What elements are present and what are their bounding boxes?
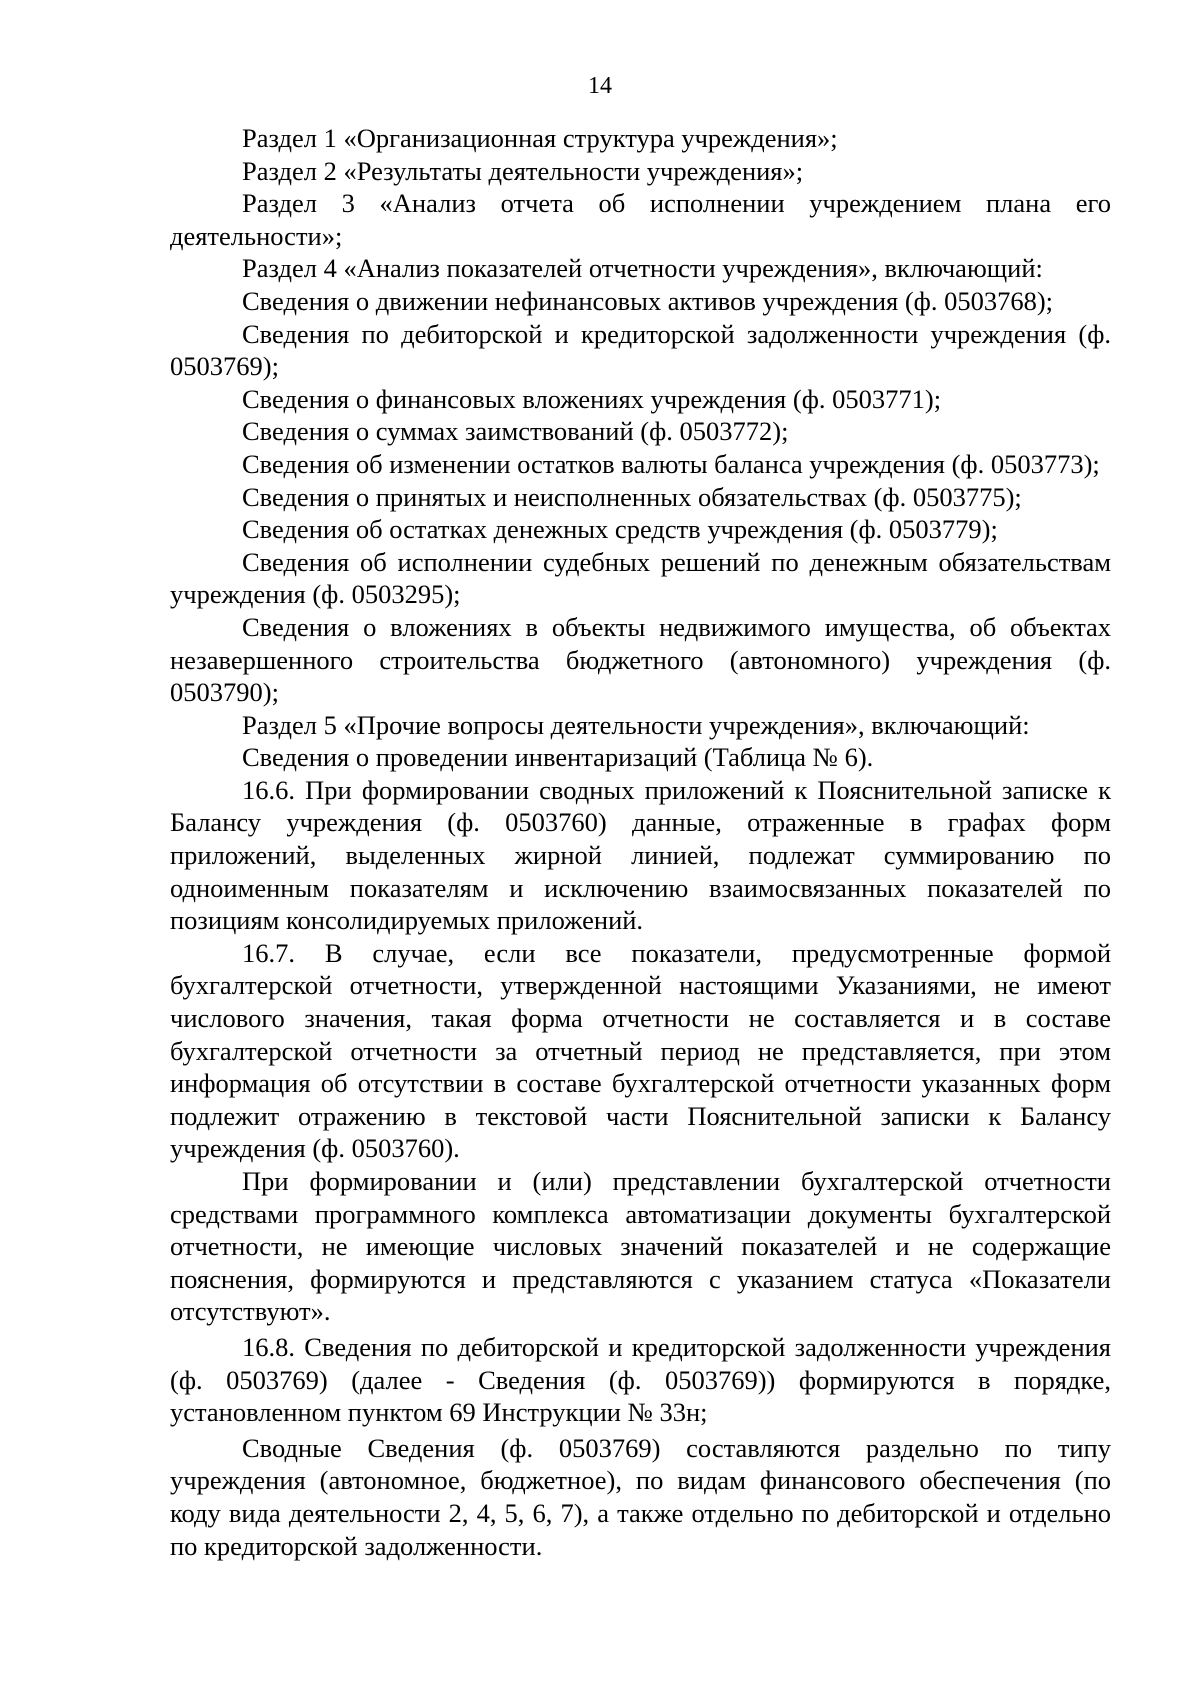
paragraph: Сведения о проведении инвентаризаций (Таблица № 6). xyxy=(242,742,874,773)
paragraph: 16.8. Сведения по дебиторской и кредиторской задолженности учреждения (ф. 0503769) (далее - Сведения (ф. 0503769)) формируются в порядке, установленном пунктом 69 Инструкции № 33н; xyxy=(170,1331,1111,1428)
paragraph: Раздел 2 «Результаты деятельности учреждения»; xyxy=(242,155,804,186)
paragraph: Сведения об изменении остатков валюты баланса учреждения (ф. 0503773); xyxy=(242,448,1100,479)
paragraph: Раздел 1 «Организационная структура учреждения»; xyxy=(242,123,838,153)
paragraph: Раздел 3 «Анализ отчета об исполнении учреждением плана его деятельности»; xyxy=(170,188,1111,251)
paragraph: Сведения о суммах заимствований (ф. 0503772); xyxy=(242,416,789,447)
paragraph: 16.6. При формировании сводных приложений к Пояснительной записке к Балансу учреждения (ф. 0503760) данные, отраженные в графах форм приложений, выделенных жирной линией, подлежат суммированию по одноименным показателям и исключению взаимосвязанных показателей по позициям консолидируемых приложений. xyxy=(170,774,1111,936)
paragraph: Сведения об исполнении судебных решений по денежным обязательствам учреждения (ф. 0503295); xyxy=(170,546,1111,610)
paragraph: Сведения об остатках денежных средств учреждения (ф. 0503779); xyxy=(242,514,998,545)
paragraph: Раздел 4 «Анализ показателей отчетности учреждения», включающий: xyxy=(242,253,1043,284)
paragraph: Сведения о принятых и неисполненных обязательствах (ф. 0503775); xyxy=(242,481,1022,512)
paragraph: Раздел 5 «Прочие вопросы деятельности учреждения», включающий: xyxy=(242,709,1030,740)
paragraph: Сведения о вложениях в объекты недвижимого имущества, об объектах незавершенного строительства бюджетного (автономного) учреждения (ф. 0503790); xyxy=(170,611,1111,708)
paragraph: Сведения о финансовых вложениях учреждения (ф. 0503771); xyxy=(242,383,942,414)
paragraph: 16.7. В случае, если все показатели, предусмотренные формой бухгалтерской отчетности, утвержденной настоящими Указаниями, не имеют числового значения, такая форма отчетности не составляется и в составе бухгалтерской отчетности за отчетный период не представляется, при этом информация об отсутствии в составе бухгалтерской отчетности указанных форм подлежит отражению в текстовой части Пояснительной записки к Балансу учреждения (ф. 0503760). xyxy=(170,937,1111,1164)
paragraph: При формировании и (или) представлении бухгалтерской отчетности средствами программного комплекса автоматизации документы бухгалтерской отчетности, не имеющие числовых значений показателей и не содержащие пояснения, формируются и представляются с указанием статуса «Показатели отсутствуют». xyxy=(170,1166,1111,1327)
page-number: 14 xyxy=(588,73,612,99)
paragraph: Сведения по дебиторской и кредиторской задолженности учреждения (ф. 0503769); xyxy=(170,318,1111,382)
paragraph: Сводные Сведения (ф. 0503769) составляются раздельно по типу учреждения (автономное, бюджетное), по видам финансового обеспечения (по коду вида деятельности 2, 4, 5, 6, 7), а также отдельно по дебиторской и отдельно по кредиторской задолженности. xyxy=(170,1432,1111,1561)
document-body xyxy=(170,122,1111,1562)
paragraph: Сведения о движении нефинансовых активов учреждения (ф. 0503768); xyxy=(242,285,1054,316)
